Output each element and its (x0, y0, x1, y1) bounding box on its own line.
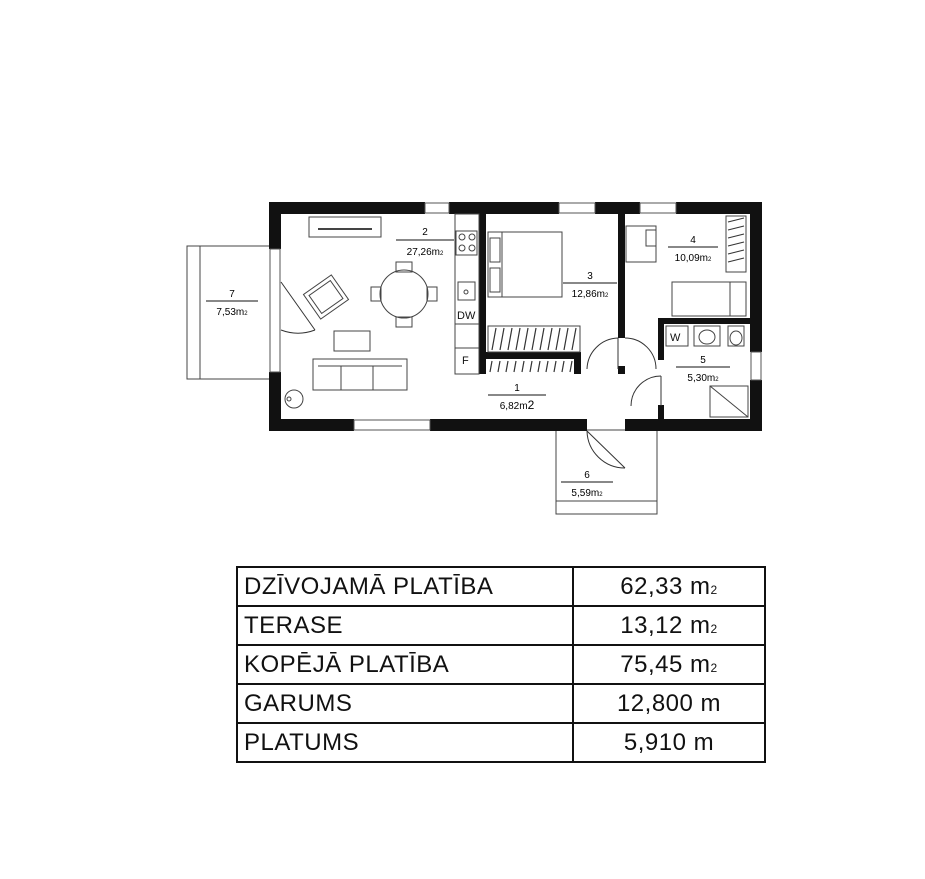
row-value: 62,33 m2 (573, 567, 765, 606)
row-label: KOPĒJĀ PLATĪBA (237, 645, 573, 684)
wardrobe-hatch (490, 328, 576, 372)
kitchen-unit (455, 214, 479, 374)
row-value: 75,45 m2 (573, 645, 765, 684)
room4-furniture (626, 216, 746, 316)
table-row (237, 723, 765, 762)
table-row (237, 645, 765, 684)
svg-text:7: 7 (229, 289, 235, 300)
table-row (237, 567, 765, 606)
svg-text:6: 6 (584, 470, 590, 481)
svg-text:6,82m2: 6,82m2 (499, 398, 535, 412)
svg-text:4: 4 (690, 235, 696, 246)
table-row (237, 606, 765, 645)
room-label-3 (563, 271, 617, 300)
room-label-2 (396, 227, 454, 258)
svg-text:5,30m2: 5,30m2 (687, 373, 719, 384)
svg-text:5,59m2: 5,59m2 (571, 488, 603, 499)
svg-text:3: 3 (587, 271, 593, 282)
svg-text:1: 1 (514, 383, 520, 394)
svg-text:2: 2 (422, 227, 428, 238)
room4-shelf-hatch (728, 218, 744, 262)
fridge-label: F (462, 355, 469, 367)
bedroom-furniture (488, 232, 580, 352)
row-value: 5,910 m (573, 723, 765, 762)
row-label: GARUMS (237, 684, 573, 723)
svg-text:27,26m2: 27,26m2 (406, 247, 444, 258)
svg-text:12,86m2: 12,86m2 (571, 289, 609, 300)
area-table (236, 566, 766, 763)
row-label: PLATUMS (237, 723, 573, 762)
living-furniture (285, 217, 437, 408)
room-label-5 (676, 355, 730, 384)
row-value: 13,12 m2 (573, 606, 765, 645)
svg-text:7,53m2: 7,53m2 (216, 307, 248, 318)
row-label: DZĪVOJAMĀ PLATĪBA (237, 567, 573, 606)
row-value: 12,800 m (573, 684, 765, 723)
dishwasher-label: DW (457, 310, 476, 322)
room-label-4 (668, 235, 718, 264)
table-row (237, 684, 765, 723)
svg-text:5: 5 (700, 355, 706, 366)
svg-text:10,09m2: 10,09m2 (674, 253, 712, 264)
room-label-1 (488, 383, 546, 412)
row-label: TERASE (237, 606, 573, 645)
washer-label: W (670, 332, 681, 344)
